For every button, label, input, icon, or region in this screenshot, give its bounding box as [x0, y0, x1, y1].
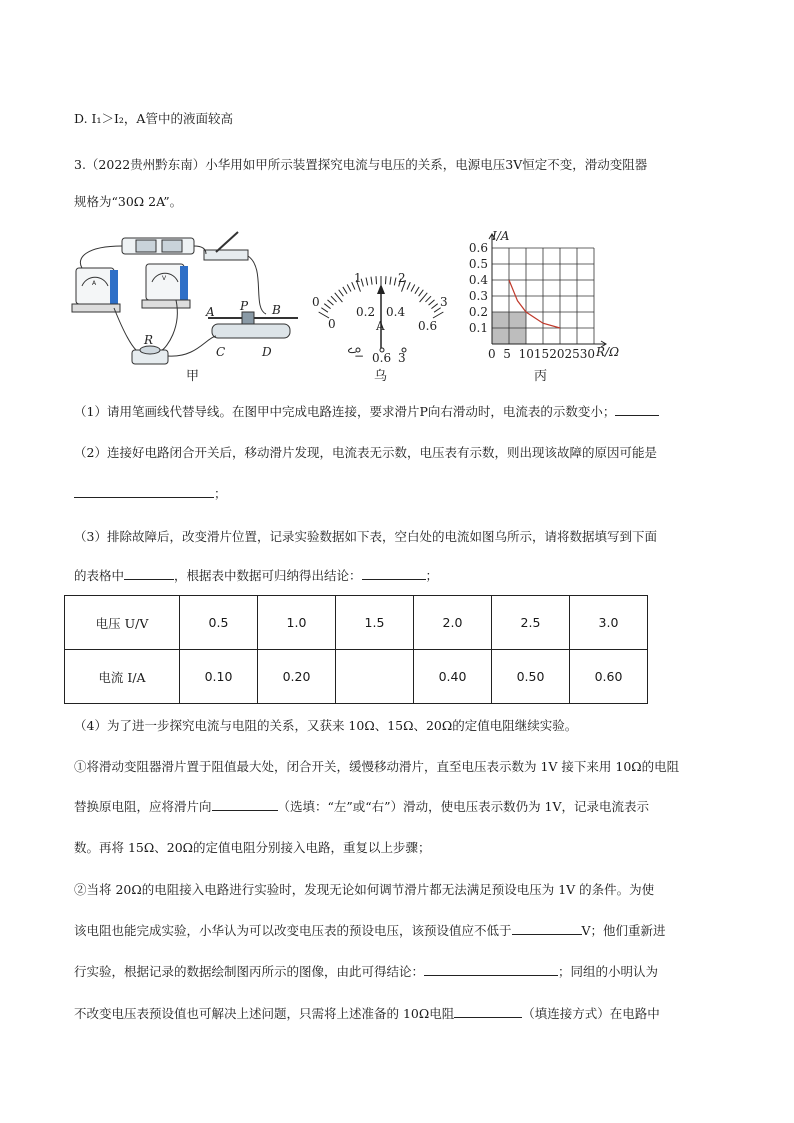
- table-cell: 1.5: [336, 596, 414, 650]
- dial-tick: [431, 304, 437, 309]
- step-1-line2: [74, 797, 649, 815]
- part-3-text-b: ，根据表中数据可归纳得出结论：: [174, 568, 362, 583]
- blank-6[interactable]: [424, 963, 558, 976]
- outer-tick-3: 3: [440, 295, 448, 309]
- y-tick-label: 0.5: [468, 257, 488, 271]
- terminal-0-6: 0.6: [372, 351, 392, 365]
- step-2-text-b: V；他们重新进: [581, 923, 666, 938]
- dial-tick: [371, 277, 372, 285]
- data-table: [64, 595, 648, 704]
- dial-tick: [429, 300, 435, 305]
- voltmeter-icon: [146, 264, 184, 300]
- x-tick-label: 20: [549, 347, 565, 361]
- x-tick-label: 0: [488, 347, 496, 361]
- terminal-minus: −: [354, 349, 365, 363]
- terminal-3: 3: [398, 351, 406, 365]
- x-tick-label: 5: [503, 347, 511, 361]
- dial-tick: [385, 276, 386, 284]
- x-tick-label: 15: [533, 347, 550, 361]
- x-tick-label: 30: [579, 347, 596, 361]
- dial-tick: [343, 287, 347, 294]
- step-2-line2: [74, 921, 666, 939]
- dial-tick: [425, 296, 431, 302]
- blank-4[interactable]: [212, 798, 278, 811]
- needle-label: A: [376, 319, 385, 333]
- table-cell-blank[interactable]: [336, 650, 414, 704]
- y-axis-label: I/A: [492, 229, 510, 243]
- table-cell: 0.20: [258, 650, 336, 704]
- part-1: [74, 402, 659, 420]
- step-1-text-a: 替换原电阻，应将滑片向: [74, 799, 212, 814]
- step-2-text-d: ；同组的小明认为: [558, 964, 659, 979]
- table-cell: 3.0: [570, 596, 648, 650]
- dial-tick: [376, 276, 377, 284]
- part-1-text: （1）请用笔画线代替导线。在图甲中完成电路连接，要求滑片P向右滑动时，电流表的示数变小；: [74, 404, 616, 419]
- dial-tick: [331, 296, 337, 302]
- table-cell: 0.40: [414, 650, 492, 704]
- figure-yi-dial: [312, 271, 448, 384]
- inner-tick-1: 0.2: [356, 305, 376, 319]
- part-2-line1: （2）连接好电路闭合开关后，移动滑片发现，电流表无示数，电压表有示数，则出现该故障的原因可能是: [74, 445, 657, 460]
- outer-tick-0: 0: [312, 295, 320, 309]
- blank-5[interactable]: [512, 922, 582, 935]
- step-2-line4: [74, 1004, 660, 1022]
- dial-tick: [419, 290, 424, 296]
- x-tick-label: 10: [518, 347, 534, 361]
- part-3-line1: （3）排除故障后，改变滑片位置，记录实验数据如下表，空白处的电流如图乌所示，请将数据填写到下面: [74, 529, 657, 544]
- label-B: B: [272, 303, 281, 317]
- option-d: D. I₁＞I₂，A管中的液面较高: [74, 111, 233, 126]
- table-cell: 0.50: [492, 650, 570, 704]
- caption-bing: 丙: [534, 369, 548, 384]
- rheostat-icon: [212, 324, 290, 338]
- blank-3b[interactable]: [362, 567, 426, 580]
- step-1-line3: 数。再将 15Ω、20Ω的定值电阻分别接入电路，重复以上步骤；: [74, 840, 431, 855]
- switch-icon: [204, 250, 248, 260]
- inner-tick-3: 0.6: [418, 319, 438, 333]
- caption-jia: 甲: [186, 369, 200, 384]
- blank-3a[interactable]: [124, 567, 174, 580]
- dial-tick: [394, 278, 396, 286]
- table-row: [65, 596, 648, 650]
- part-3-text-a: 的表格中: [74, 568, 125, 583]
- question-3-stem-line1: 3.（2022贵州黔东南）小华用如甲所示装置探究电流与电压的关系，电源电压3V恒定不变，滑动变阻器: [74, 157, 648, 172]
- label-A: A: [206, 305, 215, 319]
- figure-bing-chart: [469, 229, 619, 384]
- question-3-stem-line2: 规格为“30Ω 2A”。: [74, 194, 183, 209]
- label-R: R: [144, 333, 154, 347]
- dial-tick: [339, 290, 344, 296]
- part-2-line2: [74, 484, 227, 502]
- step-2-text-f: （填连接方式）在电路中: [522, 1006, 660, 1021]
- table-row: [65, 650, 648, 704]
- label-C: C: [216, 345, 226, 359]
- step-2-text-a: 该电阻也能完成实验，小华认为可以改变电压表的预设电压，该预设值应不低于: [74, 923, 512, 938]
- part-4: （4）为了进一步探究电流与电阻的关系，又获来 10Ω、15Ω、20Ω的定值电阻继续实验。: [74, 718, 578, 733]
- table-cell: 0.60: [570, 650, 648, 704]
- dial-tick: [327, 300, 333, 305]
- part-3-end: ；: [425, 568, 439, 583]
- voltage-header: 电压 U/V: [65, 596, 180, 650]
- table-cell: 2.0: [414, 596, 492, 650]
- y-tick-label: 0.2: [468, 305, 488, 319]
- table-cell: 1.0: [258, 596, 336, 650]
- caption-yi: 乌: [374, 369, 388, 384]
- dial-tick: [347, 284, 351, 291]
- inner-tick-2: 0.4: [386, 305, 406, 319]
- y-tick-label: 0.6: [468, 241, 488, 255]
- step-2-text-c: 行实验，根据记录的数据绘制图丙所示的图像，由此可得结论：: [74, 964, 425, 979]
- step-2-line1: ②当将 20Ω的电阻接入电路进行实验时，发现无论如何调节滑片都无法满足预设电压为 1V 的条件。为使: [74, 882, 655, 897]
- outer-tick-1: 1: [354, 271, 362, 285]
- x-axis-label: R/Ω: [596, 345, 620, 359]
- step-2-text-e: 不改变电压表预设值也可解决上述问题，只需将上述准备的 10Ω电阻: [74, 1006, 455, 1021]
- dial-tick: [411, 284, 415, 291]
- dial-tick: [321, 308, 328, 312]
- part-2-end: ；: [214, 486, 227, 501]
- dial-tick: [390, 277, 391, 285]
- dial-tick: [366, 278, 368, 286]
- y-tick-label: 0.1: [468, 321, 488, 335]
- dial-tick: [433, 312, 443, 318]
- ammeter-label: A: [92, 280, 97, 287]
- label-D: D: [262, 345, 272, 359]
- blank-7[interactable]: [454, 1005, 522, 1018]
- battery-icon: [122, 238, 194, 254]
- inner-tick-0: 0: [328, 317, 336, 331]
- step-1-text-b: （选填：“左”或“右”）滑动，使电压表示数仍为 1V，记录电流表示: [277, 799, 650, 814]
- step-2-line3: [74, 962, 658, 980]
- dial-tick: [324, 304, 330, 309]
- part-3-line2: [74, 566, 438, 584]
- dial-tick: [407, 282, 410, 289]
- y-tick-label: 0.3: [468, 289, 488, 303]
- blank-2[interactable]: [74, 485, 214, 498]
- blank-1[interactable]: [615, 403, 659, 416]
- label-P: P: [240, 299, 249, 313]
- table-cell: 0.5: [180, 596, 258, 650]
- outer-tick-2: 2: [398, 271, 406, 285]
- table-cell: 2.5: [492, 596, 570, 650]
- figures: [66, 228, 626, 388]
- dial-tick: [415, 287, 419, 294]
- step-1-line1: ①将滑动变阻器滑片置于阻值最大处，闭合开关，缓慢移动滑片，直至电压表示数为 1V 接下来用 10Ω的电阻: [74, 759, 680, 774]
- table-cell: 0.10: [180, 650, 258, 704]
- voltmeter-label: V: [162, 275, 167, 282]
- y-tick-label: 0.4: [468, 273, 488, 287]
- x-tick-label: 25: [564, 347, 580, 361]
- current-header: 电流 I/A: [65, 650, 180, 704]
